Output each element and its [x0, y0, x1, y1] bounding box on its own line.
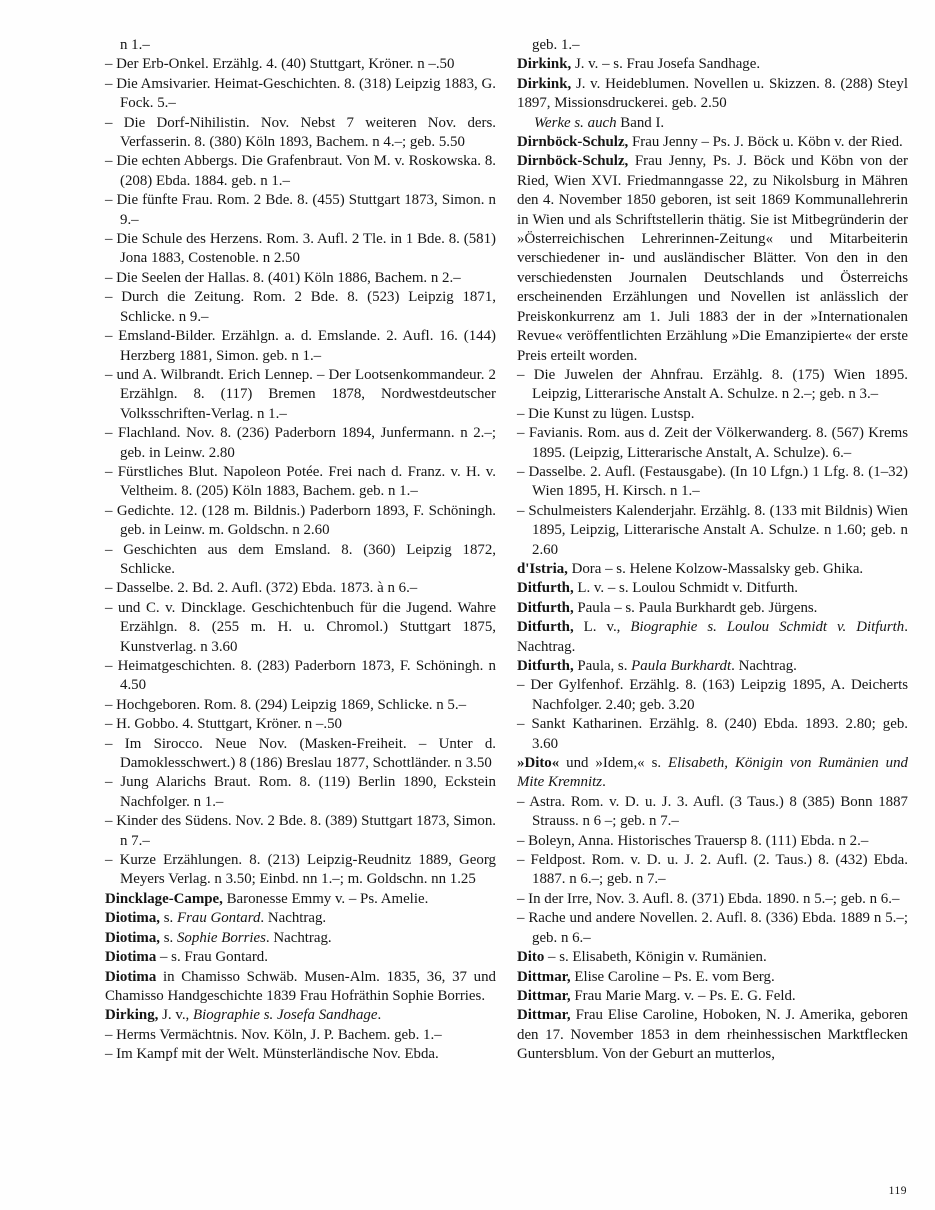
bibliography-item [517, 715, 908, 754]
text-segment: Ditfurth, [517, 580, 574, 597]
text-segment: »Dito« [517, 755, 560, 772]
bibliography-item [105, 812, 496, 851]
text-segment: – Im Kampf mit der Welt. Münsterländische Nov. Ebda. [105, 1046, 439, 1063]
text-segment: – Boleyn, Anna. Historisches Trauersp 8. (111) Ebda. n 2.– [517, 832, 869, 849]
lexicon-entry [105, 948, 496, 967]
lexicon-entry [517, 754, 908, 793]
text-segment: Dito [517, 949, 545, 966]
lexicon-entry [517, 75, 908, 114]
text-segment: – Die Dorf-Nihilistin. Nov. Nebst 7 weiteren Nov. ders. Verfasserin. 8. (380) Köln 1893, Bachem. n 4.–; geb. 5.50 [105, 114, 496, 151]
text-segment: in Chamisso Schwäb. Musen-Alm. 1835, 36, 37 und Chamisso Handgeschichte 1839 Frau Hofräthin Sophie Borries. [105, 968, 496, 1004]
bibliography-item [517, 405, 908, 424]
text-segment: – Herms Vermächtnis. Nov. Köln, J. P. Bachem. geb. 1.– [105, 1026, 442, 1043]
bibliography-item [105, 366, 496, 424]
text-segment: . [602, 774, 606, 791]
lexicon-entry [517, 618, 908, 657]
text-segment: L. v., [573, 619, 631, 636]
bibliography-item [517, 463, 908, 502]
lexicon-entry [517, 579, 908, 598]
text-segment: – Hochgeboren. Rom. 8. (294) Leipzig 1869, Schlicke. n 5.– [105, 696, 467, 713]
bibliography-item [105, 502, 496, 541]
text-segment: – Die echten Abbergs. Die Grafenbraut. Von M. v. Roskowska. 8. (208) Ebda. 1884. geb. n 1.– [105, 153, 496, 189]
text-segment: – Astra. Rom. v. D. u. J. 3. Aufl. (3 Taus.) 8 (385) Bonn 1887 Strauss. n 6 –; geb. n 7.– [517, 793, 908, 830]
text-segment: – Die Seelen der Hallas. 8. (401) Köln 1886, Bachem. n 2.– [105, 269, 461, 286]
bibliography-item [105, 851, 496, 890]
left-column [105, 36, 496, 1065]
text-segment: – Heimatgeschichten. 8. (283) Paderborn 1873, F. Schöningh. n 4.50 [105, 658, 496, 694]
text-segment: Biographie s. Loulou Schmidt v. Ditfurth [630, 619, 905, 636]
text-segment: . Nachtrag. [260, 910, 327, 927]
bibliography-item [105, 657, 496, 696]
text-segment: Dirking, [105, 1007, 159, 1024]
text-segment: geb. 1.– [532, 37, 580, 53]
bibliography-item [105, 463, 496, 502]
text-segment: . Nachtrag. [517, 619, 908, 655]
page-number: 119 [888, 1185, 907, 1197]
bibliography-item [105, 541, 496, 580]
text-segment: – In der Irre, Nov. 3. Aufl. 8. (371) Ebda. 1890. n 5.–; geb. n 6.– [517, 890, 900, 907]
lexicon-entry [517, 657, 908, 676]
text-segment: J. v., [158, 1007, 193, 1024]
text-segment: – Im Sirocco. Neue Nov. (Masken-Freiheit. – Unter d. Damoklesschwert.) 8 (186) Breslau 1877, Schottländer. n 3.50 [105, 735, 496, 772]
text-segment: – Die fünfte Frau. Rom. 2 Bde. 8. (455) Stuttgart 1873, Simon. n 9.– [105, 192, 496, 228]
lexicon-entry [105, 909, 496, 928]
text-segment: – Der Gylfenhof. Erzählg. 8. (163) Leipzig 1895, A. Deicherts Nachfolger. 2.40; geb. 3.20 [517, 677, 908, 713]
text-segment: – Die Juwelen der Ahnfrau. Erzählg. 8. (175) Wien 1895. Leipzig, Litterarische Anstalt A. Schulze. n 2.–; geb. n 3.– [517, 366, 908, 403]
bibliography-item [517, 890, 908, 909]
text-segment: und »Idem,« s. [559, 755, 669, 772]
bibliography-item [105, 288, 496, 327]
text-segment: Dittmar, [517, 987, 571, 1004]
text-segment: – Geschichten aus dem Emsland. 8. (360) Leipzig 1872, Schlicke. [105, 541, 496, 577]
text-segment: – Der Erb-Onkel. Erzählg. 4. (40) Stuttgart, Kröner. n –.50 [105, 56, 455, 73]
lexicon-entry [105, 929, 496, 948]
text-segment: – Flachland. Nov. 8. (236) Paderborn 1894, Junfermann. n 2.–; geb. in Leinw. 2.80 [105, 425, 496, 461]
text-segment: Ditfurth, [517, 658, 574, 674]
lexicon-entry [105, 1006, 496, 1025]
lexicon-entry [517, 560, 908, 579]
bibliography-item [105, 114, 496, 153]
right-column [517, 36, 908, 1065]
text-segment: Frau Jenny, Ps. J. Böck und Köbn von der Ried, Wien XVI. Friedmanngasse 22, zu Nikolsburg in Mähren den 4. November 1850 geboren, ist seit 1869 Kommunallehrerin in Wien und als Schriftstellerin thätig. Sie ist Mitbegründerin der »Österreichischen Lehrerinnen-Zeitung« und Mitarbeiterin verschiedener in- und ausländischer Blätter. Von den in den verschiedensten Journalen Deutschlands und Österreichs erscheinenden Erzählungen und Novellen ist anlässlich der Preiskonkurrenz am 1. Juli 1883 der in der »Internationalen Revue« veröffentlichten Erzählung »Die Emanzipierte« der erste Preis erteilt worden. [517, 153, 908, 364]
text-segment: s. [160, 929, 177, 946]
text-segment: Dittmar, [517, 968, 571, 985]
bibliography-item [517, 851, 908, 890]
bibliography-item [105, 735, 496, 774]
text-segment: – Fürstliches Blut. Napoleon Potée. Frei nach d. Franz. v. H. v. Veltheim. 8. (205) Köln 1883, Bachem. geb. n 1.– [105, 463, 496, 500]
text-segment: – Gedichte. 12. (128 m. Bildnis.) Paderborn 1893, F. Schöningh. geb. in Leinw. m. Goldschn. n 2.60 [105, 502, 496, 539]
bibliography-item [105, 269, 496, 288]
text-segment: J. v. – s. Frau Josefa Sandhage. [571, 56, 761, 73]
text-segment: L. v. – s. Loulou Schmidt v. Ditfurth. [573, 580, 798, 597]
text-segment: – Dasselbe. 2. Bd. 2. Aufl. (372) Ebda. 1873. à n 6.– [105, 580, 418, 597]
text-columns [105, 36, 908, 1065]
text-segment: Diotima [105, 968, 157, 985]
text-segment: – Emsland-Bilder. Erzählgn. a. d. Emslande. 2. Aufl. 16. (144) Herzberg 1881, Simon. geb. n 1.– [105, 328, 496, 364]
text-segment: . Nachtrag. [731, 658, 797, 674]
lexicon-entry [517, 599, 908, 618]
text-segment: – Die Kunst zu lügen. Lustsp. [517, 405, 695, 422]
text-segment: Ditfurth, [517, 599, 574, 616]
text-segment: Frau Elise Caroline, Hoboken, N. J. Amerika, geboren den 17. November 1853 in dem rheinhessischen Marktflecken Guntersblum. Von der Geburt an mutterlos, [517, 1007, 908, 1063]
bibliography-item [105, 599, 496, 657]
lexicon-entry [517, 55, 908, 74]
bibliography-item [105, 715, 496, 734]
lexicon-entry [105, 890, 496, 909]
bibliography-item [105, 75, 496, 114]
text-segment: Dora – s. Helene Kolzow-Massalsky geb. Ghika. [567, 560, 864, 577]
text-segment: Dirnböck-Schulz, [517, 153, 629, 170]
text-segment: Dirnböck-Schulz, [517, 134, 629, 151]
lexicon-entry [105, 968, 496, 1007]
lexicon-entry [517, 133, 908, 152]
text-segment: Paula, s. [573, 658, 632, 674]
bibliography-item [517, 909, 908, 948]
bibliography-item [517, 676, 908, 715]
bibliography-item [105, 1026, 496, 1045]
bibliography-item [105, 1045, 496, 1064]
lexicon-entry [517, 987, 908, 1006]
text-segment: . [377, 1007, 382, 1024]
bibliography-item [105, 327, 496, 366]
text-segment: – und A. Wilbrandt. Erich Lennep. – Der Lootsenkommandeur. 2 Erzählgn. 8. (117) Bremen 1878, Nordwestdeutscher Volksschriften-Verlag. n 1.– [105, 366, 496, 422]
bibliography-item [517, 424, 908, 463]
bibliography-item [105, 55, 496, 74]
text-segment: – Sankt Katharinen. Erzählg. 8. (240) Ebda. 1893. 2.80; geb. 3.60 [517, 716, 908, 752]
text-segment: – Die Schule des Herzens. Rom. 3. Aufl. 2 Tle. in 1 Bde. 8. (581) Jona 1883, Costenoble. n 2.50 [105, 231, 496, 267]
text-segment: Dirkink, [517, 56, 572, 73]
text-segment: – Rache und andere Novellen. 2. Aufl. 8. (336) Ebda. 1889 n 5.–; geb. n 6.– [517, 910, 908, 946]
text-segment: Frau Gontard [176, 910, 261, 927]
text-segment: – Dasselbe. 2. Aufl. (Festausgabe). (In 10 Lfgn.) 1 Lfg. 8. (1–32) Wien 1895, H. Kirsch. n 1.– [517, 463, 908, 500]
text-segment: Diotima, [105, 929, 161, 946]
bibliography-item [105, 773, 496, 812]
text-segment: Paula – s. Paula Burkhardt geb. Jürgens. [573, 599, 818, 616]
text-segment: Biographie s. Josefa Sandhage [192, 1007, 378, 1024]
text-segment: Band I. [616, 114, 665, 131]
text-segment: Diotima, [105, 910, 161, 927]
text-segment: Diotima [105, 949, 157, 966]
text-segment: Frau Jenny – Ps. J. Böck u. Köbn v. der Ried. [628, 134, 903, 151]
text-segment: Sophie Borries [176, 929, 266, 946]
text-segment: Werke s. auch [534, 114, 617, 131]
text-segment: J. v. Heideblumen. Novellen u. Skizzen. 8. (288) Steyl 1897, Missionsdruckerei. geb. 2.50 [517, 75, 908, 112]
text-segment: – Durch die Zeitung. Rom. 2 Bde. 8. (523) Leipzig 1871, Schlicke. n 9.– [105, 289, 496, 325]
bibliography-item [517, 502, 908, 560]
text-segment: Elisabeth, Königin von Rumänien und Mite Kremnitz [517, 755, 909, 791]
text-segment: – Kinder des Südens. Nov. 2 Bde. 8. (389) Stuttgart 1873, Simon. n 7.– [105, 813, 496, 849]
text-segment: – Feldpost. Rom. v. D. u. J. 2. Aufl. (2. Taus.) 8. (432) Ebda. 1887. n 6.–; geb. n 7.– [517, 852, 908, 888]
text-segment: – s. Frau Gontard. [156, 949, 268, 966]
continuation-line [105, 36, 496, 55]
bibliography-item [105, 696, 496, 715]
bibliography-item [105, 152, 496, 191]
text-segment: – und C. v. Dincklage. Geschichtenbuch für die Jugend. Wahre Erzählgn. 8. (255 m. H. u. Chromol.) Stuttgart 1875, Kunstverlag. n 3.60 [105, 599, 496, 655]
text-segment: Baronesse Emmy v. – Ps. Amelie. [222, 890, 429, 907]
bibliography-item [105, 424, 496, 463]
lexicon-entry [517, 968, 908, 987]
continuation-line [517, 36, 908, 55]
lexicon-entry [517, 948, 908, 967]
bibliography-item [517, 832, 908, 851]
bibliography-item [105, 230, 496, 269]
text-segment: – s. Elisabeth, Königin v. Rumänien. [544, 949, 767, 966]
text-segment: – Kurze Erzählungen. 8. (213) Leipzig-Reudnitz 1889, Georg Meyers Verlag. n 3.50; Einbd. nn 1.–; m. Goldschn. nn 1.25 [105, 852, 496, 888]
text-segment: Paula Burkhardt [631, 658, 732, 674]
cross-reference-note [517, 114, 908, 133]
lexicon-entry [517, 152, 908, 365]
lexicon-entry [517, 1006, 908, 1064]
text-segment: – Jung Alarichs Braut. Rom. 8. (119) Berlin 1890, Eckstein Nachfolger. n 1.– [105, 774, 496, 810]
text-segment: – Schulmeisters Kalenderjahr. Erzählg. 8. (133 mit Bildnis) Wien 1895, Leipzig, Litterarische Anstalt A. Schulze. n 1.60; geb. n 2.60 [517, 502, 908, 558]
text-segment: – Die Amsivarier. Heimat-Geschichten. 8. (318) Leipzig 1883, G. Fock. 5.– [105, 75, 496, 112]
bibliography-item [105, 579, 496, 598]
text-segment: Ditfurth, [517, 619, 574, 636]
text-segment: n 1.– [120, 37, 150, 53]
text-segment: Dittmar, [517, 1007, 571, 1024]
text-segment: d'Istria, [517, 560, 568, 577]
text-segment: Dincklage-Campe, [105, 890, 223, 907]
text-segment: – H. Gobbo. 4. Stuttgart, Kröner. n –.50 [105, 716, 342, 733]
bibliography-item [517, 366, 908, 405]
text-segment: Elise Caroline – Ps. E. vom Berg. [570, 968, 775, 985]
text-segment: Dirkink, [517, 75, 572, 92]
text-segment: . Nachtrag. [265, 929, 332, 946]
text-segment: s. [160, 910, 177, 927]
bibliography-item [517, 793, 908, 832]
bibliography-item [105, 191, 496, 230]
text-segment: – Favianis. Rom. aus d. Zeit der Völkerwanderg. 8. (567) Krems 1895. (Leipzig, Litterarische Anstalt, A. Schulze). 6.– [517, 425, 908, 461]
text-segment: Frau Marie Marg. v. – Ps. E. G. Feld. [570, 987, 796, 1004]
